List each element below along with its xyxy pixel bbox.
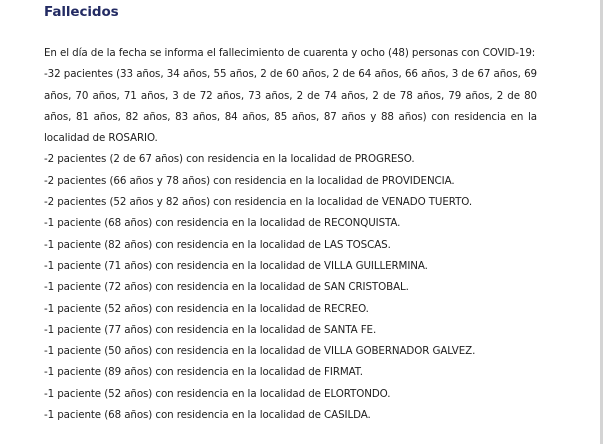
death-entry: -2 pacientes (66 años y 78 años) con residencia en la localidad de PROVIDENCIA. <box>44 174 455 187</box>
death-entry: -2 pacientes (2 de 67 años) con residencia en la localidad de PROGRESO. <box>44 153 415 166</box>
death-entry: -1 paciente (68 años) con residencia en la localidad de RECONQUISTA. <box>44 217 401 230</box>
death-entry: -1 paciente (72 años) con residencia en la localidad de SAN CRISTOBAL. <box>44 281 409 294</box>
rosario-entry: -32 pacientes (33 años, 34 años, 55 años, 2 de 60 años, 2 de 64 años, 66 años, 3 de 67 años, 69 años, 70 años, 71 años, 3 de 72 años, 73 años, 2 de 74 años, 2 de 78 años, 79 años, 2 de 80 años, 81 años, 82 años, 83 años, 84 años, 85 años, 87 años y 88 años) con residencia en la localidad de ROSARIO. <box>44 68 537 145</box>
section-heading: Fallecidos <box>44 4 119 20</box>
death-entry: -1 paciente (77 años) con residencia en la localidad de SANTA FE. <box>44 323 377 336</box>
death-entry: -1 paciente (71 años) con residencia en la localidad de VILLA GUILLERMINA. <box>44 259 428 272</box>
death-entry: -1 paciente (52 años) con residencia en la localidad de ELORTONDO. <box>44 387 391 400</box>
document-body <box>44 43 537 426</box>
death-entry: -1 paciente (52 años) con residencia en la localidad de RECREO. <box>44 302 369 315</box>
death-entry: -1 paciente (50 años) con residencia en la localidad de VILLA GOBERNADOR GALVEZ. <box>44 345 476 358</box>
intro-paragraph: En el día de la fecha se informa el fallecimiento de cuarenta y ocho (48) personas con COVID-19: <box>44 47 536 59</box>
death-entry: -1 paciente (82 años) con residencia en la localidad de LAS TOSCAS. <box>44 238 391 251</box>
death-entry: -1 paciente (89 años) con residencia en la localidad de FIRMAT. <box>44 366 363 379</box>
death-entry: -1 paciente (68 años) con residencia en la localidad de CASILDA. <box>44 409 371 422</box>
death-entry: -2 pacientes (52 años y 82 años) con residencia en la localidad de VENADO TUERTO. <box>44 196 473 209</box>
